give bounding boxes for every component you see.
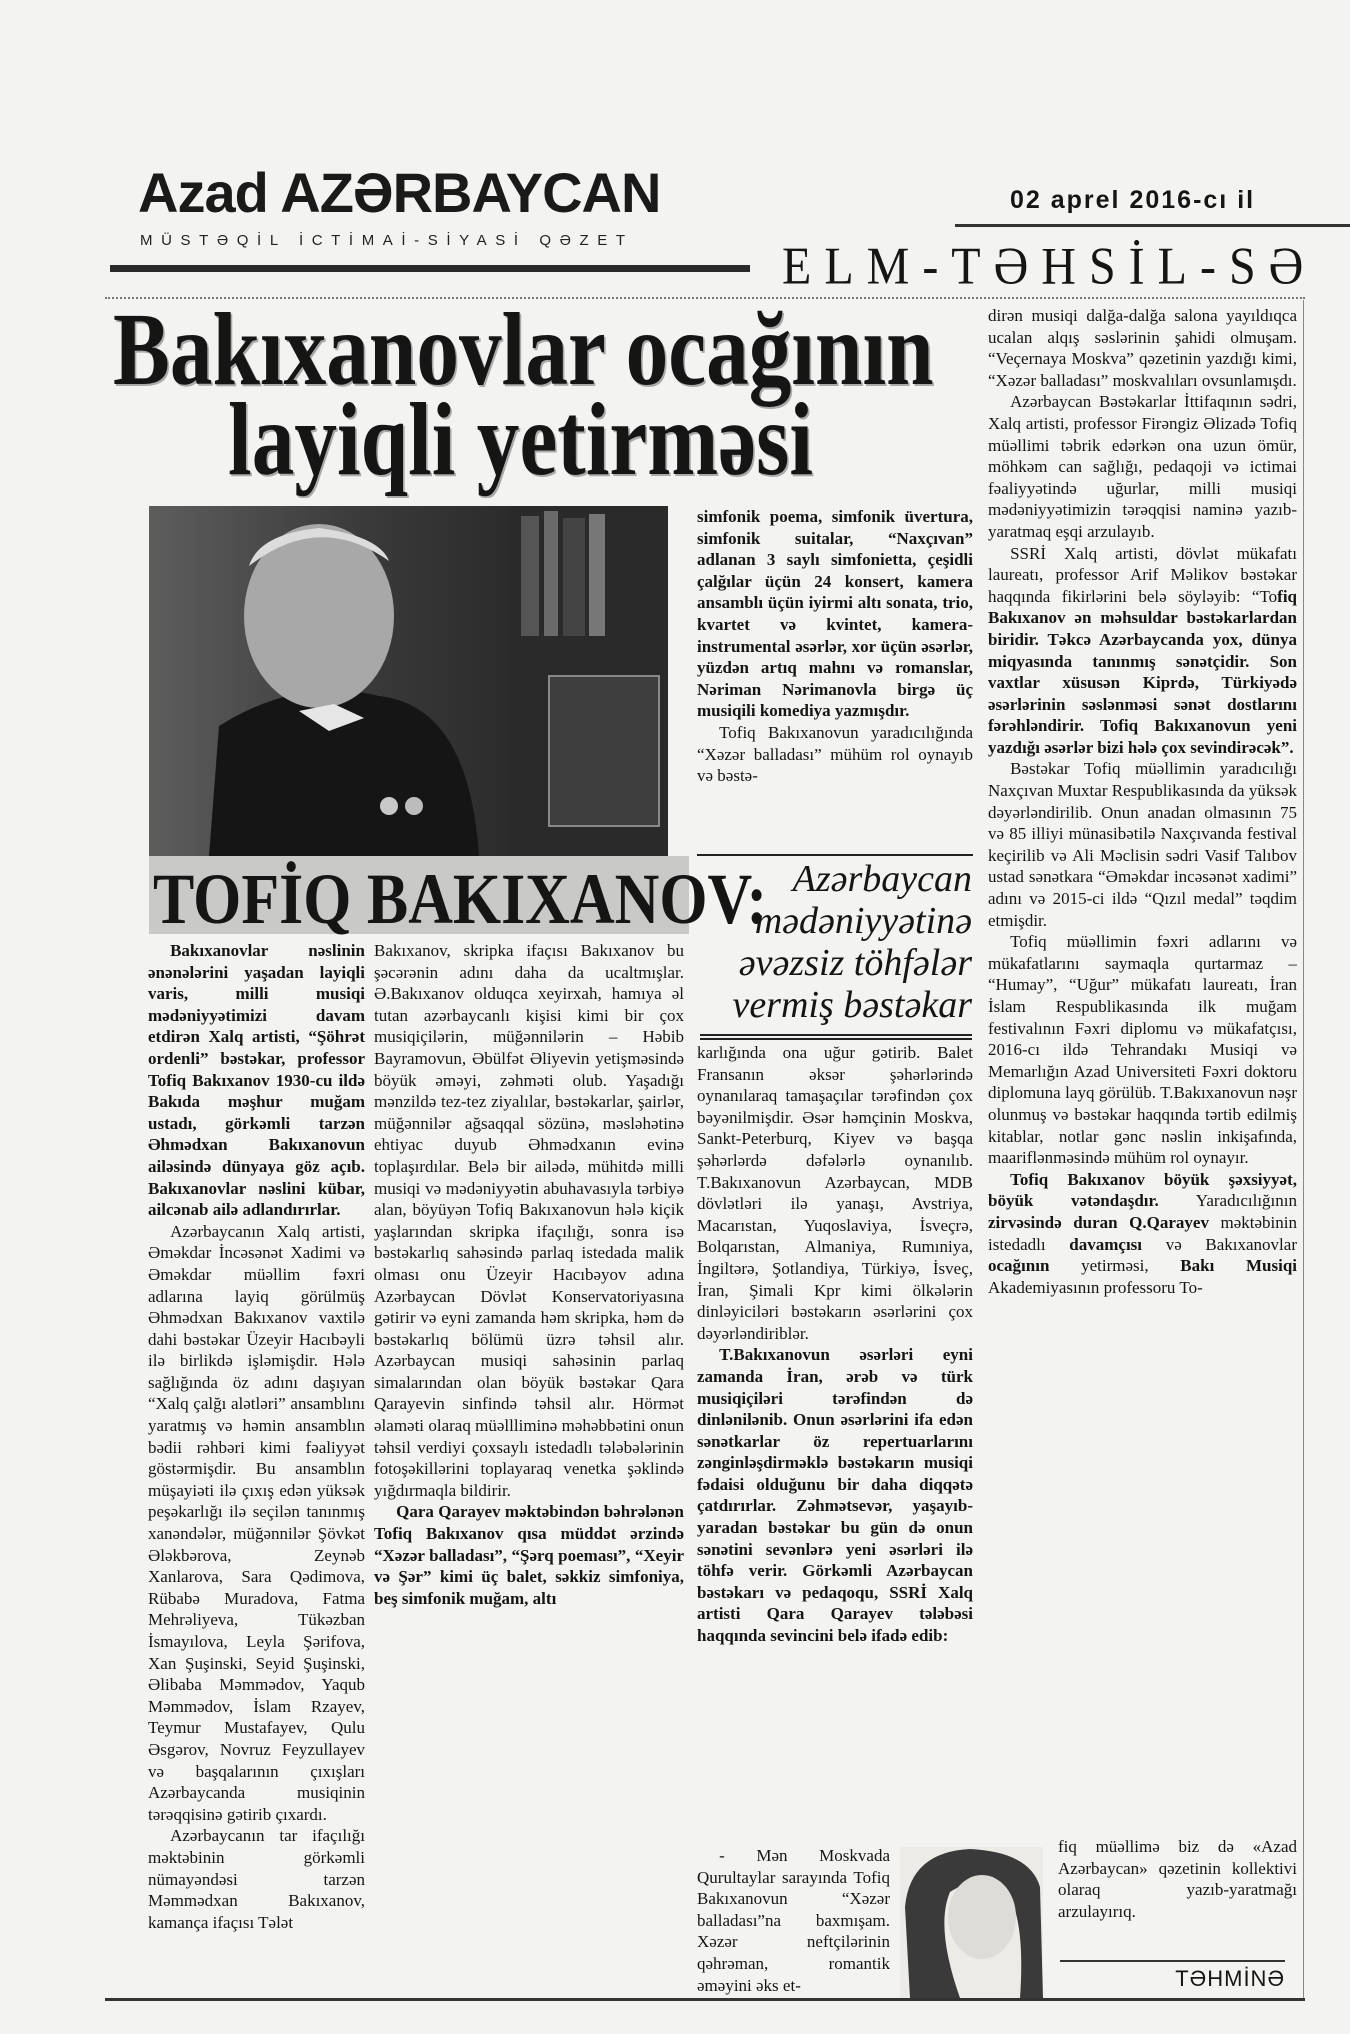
signature-rule [1060, 1960, 1285, 1962]
headline-line-2: layiqli yetirməsi [228, 382, 814, 497]
bold-text: davamçısı [1069, 1234, 1143, 1254]
issue-date: 02 aprel 2016-cı il [1010, 186, 1256, 214]
article-paragraph [988, 1169, 1297, 1299]
bold-text: Tofiq Bakıxanov böyük şəxsiyyət, böyük vətəndaşdır. [988, 1169, 1297, 1211]
subheadline-line: Azərbaycan [792, 858, 972, 900]
subheadline-line: vermiş bəstəkar [732, 984, 972, 1026]
body-text: Akademiyasının professoru To- [988, 1277, 1203, 1297]
masthead-rule [110, 265, 750, 272]
article-paragraph [148, 940, 365, 1221]
body-text: Yaradıcılığının [1158, 1191, 1297, 1211]
article-paragraph [148, 1825, 365, 1933]
article-paragraph [374, 1501, 684, 1609]
body-text: - Mən Moskvada Qurultaylar sarayında Tofiq Bakıxanovun “Xəzər balladası”na baxmışam. Xəzər neftçilərinin qəhrəman, romantik əməyini əks et- [697, 1846, 890, 1995]
article-paragraph [988, 931, 1297, 1169]
newspaper-subtitle: MÜSTƏQİL İCTİMAİ-SİYASİ QƏZET [140, 232, 634, 249]
article-column-4 [988, 305, 1297, 1835]
body-text: Azərbaycanın tar ifaçılığı məktəbinin görkəmli nümayəndəsi tarzən Məmmədxan Bakıxanov, kamança ifaçısı Tələt [148, 1826, 365, 1932]
article-paragraph [697, 1042, 973, 1344]
bottom-rule [105, 1998, 1305, 2001]
subheadline [700, 858, 972, 1026]
bold-text: T.Bakıxanovun əsərləri eyni zamanda İran, ərəb və türk musiqiçiləri tərəfindən də dinlənilənib. Onun əsərlərini ifa edən sənətkarlar öz repertuarlarını zənginləşdirməklə bəstəkarın musiqi fədaisi olduğunu bir daha diqqətə çatdırırlar. Zəhmətsevər, yaşayıb-yaradan bəstəkar bu gün də onun sənətini sevənlərə yeni əsərləri ilə töhfə verir. Görkəmli Azərbaycan bəstəkarı və pedaqoqu, SSRİ Xalq artisti Qara Qarayev tələbəsi haqqında sevincini belə ifadə edib: [697, 1345, 973, 1646]
subheadline-rule [700, 1034, 972, 1040]
author-signature: TƏHMİNƏ [1175, 1966, 1285, 1991]
article-paragraph [988, 543, 1297, 759]
body-text: Bəstəkar Tofiq müəllimin yaradıcılığı Naxçıvan Muxtar Respublikasında da yüksək dəyərləndirilib. Onun anadan olmasının 75 və 85 illiyi münasibətilə Naxçıvanda festival keçirilib və Ali Məclisin sədri Vasif Talıbov ustad sənətkara “Əməkdar incəsənət xadimi” adını və 2015-ci ildə “Qızıl medal” təqdim etmişdir. [988, 759, 1297, 930]
body-text: SSRİ Xalq artisti, dövlət mükafatı laureatı, professor Arif Məlikov bəstəkar haqqında fikirlərini belə söyləyib: “To [988, 543, 1297, 606]
article-column-4-closing [1058, 1836, 1297, 1956]
date-rule [955, 224, 1350, 227]
article-paragraph [1058, 1836, 1297, 1922]
body-text: Azərbaycan Bəstəkarlar İttifaqının sədri, Xalq artisti, professor Firəngiz Əlizadə Tofiq müəllimi təbrik edərkən ona uzun ömür, möhkəm can sağlığı, pedaqoji və ictimai fəaliyyətində uğurlar, milli musiqi mədəniyyətimizin tərəqqisi naminə yazıb-yaratmaq eşqi arzulayıb. [988, 392, 1297, 541]
body-text: Tofiq müəllimin fəxri adlarını və mükafatlarını saymaqla qurtarmaz – “Humay”, “Uğur” mükafatı laureatı, İran İslam Respublikasında ilk muğam festivalının Fəxri diplomu və mükafatçısı, 2016-cı ildə Tehrandakı Musiqi və Memarlığın Azad Universiteti Fəxri doktoru diplomuna layq görülüb. T.Bakıxanovun nəşr olunmuş və bəstəkar haqqında tərtib edilmiş kitablar, notlar gənc nəslin inkişafında, maariflənməsində mühüm rol oynayır. [988, 932, 1297, 1168]
bold-text: Bakıxanovlar nəslinin ənənələrini yaşadan layiqli varis, milli musiqi mədəniyyətimizi davam etdirən Xalq artisti, “Şöhrət ordenli” bəstəkar, professor Tofiq Bakıxanov 1930-cu ildə Bakıda məşhur muğam ustadı, görkəmli tarzən Əhmədxan Bakıxanovun ailəsində dünyaya göz açıb. Bakıxanovlar nəslini kübar, ailcənab ailə adlandırırlar. [148, 941, 365, 1220]
bold-text: Qara Qarayev məktəbindən bəhrələnən Tofiq Bakıxanov qısa müddət ərzində “Xəzər balladası”, “Şərq poeması”, “Xeyir və Şər” kimi üç balet, səkkiz simfoniya, beş simfonik muğam, altı [374, 1502, 684, 1608]
article-column-3 [697, 1042, 973, 1842]
article-paragraph [697, 1845, 890, 1995]
column-divider [1303, 300, 1304, 2000]
article-paragraph [697, 506, 973, 722]
headline-line-1: Bakıxanovlar ocağının [113, 292, 934, 407]
article-paragraph [988, 305, 1297, 391]
bold-text: ocağının [988, 1256, 1050, 1276]
bold-text: zirvəsində duran Q.Qarayev [988, 1212, 1209, 1232]
body-text: Bakıxanov, skripka ifaçısı Bakıxanov bu şəcərənin adını daha da ucaltmışlar. Ə.Bakıxanov olduqca xeyirxah, hamıya əl tutan azərbaycanlı kişisi kimi bir çox musiqiçilərin, müğənnilərin – Həbib Bayramovun, Əbülfət Əliyevin yetişməsində böyük əməyi, zəhməti olub. Yaşadığı mənzildə tez-tez ziyalılar, bəstəkarlar, şairlər, müğənnilər ağsaqqal sözünə, məsləhətinə ehtiyac duyub Əhmədxanın evinə toplaşırdılar. Belə bir ailədə, mühitdə milli musiqi və mədəniyyətin abuhavasıyla tərbiyə alan, böyüyən Tofiq Bakıxanovun hələ kiçik yaşlarından skripka ifaçılığı, sonra isə bəstəkarlıq sahəsində parlaq istedada malik olması onu Üzeyir Hacıbəyov adına Azərbaycan Dövlət Konservatoriyasına gətirir və eyni zamanda həm skripka, həm də bəstəkarlıq bölümü üzrə təhsil alır. Azərbaycan musiqi sahəsinin parlaq simalarından olan böyük bəstəkar Qara Qarayevin sinfində təhsil alır. Hörmət əlaməti olaraq müəllliminə məhəbbətini onun təhsil verdiyi çoxsaylı istedadlı tələbələrinin fotoşəkillərini toplayaraq venetka şəklində yığdırmaqla bildirir. [374, 941, 684, 1500]
article-paragraph [988, 391, 1297, 542]
subheadline-line: əvəzsiz töhfələr [738, 942, 972, 984]
article-column-2 [374, 940, 684, 1995]
bold-text: fiq Bakıxanov ən məhsuldar bəstəkarlardan biridir. Təkcə Azərbaycanda yox, dünya miqyasında tanınmış sənətçidir. Son vaxtlar xüsusən Kiprdə, Türkiyədə əsərlərinin səslənməsi sənət dostlarını fərəhləndirir. Tofiq Bakıxanovun yeni yazdığı əsərlər bizi hələ çox sevindirəcək”. [988, 586, 1297, 757]
section-title: ELM-TƏHSİL-SƏ [782, 237, 1317, 296]
column-rule [697, 854, 973, 856]
body-text: və Bakıxanovlar [1142, 1234, 1297, 1254]
article-column-1 [148, 940, 365, 1995]
article-paragraph [374, 940, 684, 1501]
article-paragraph [697, 722, 973, 787]
bold-text: Bakı Musiqi [1180, 1256, 1297, 1276]
body-text: karlığında ona uğur gətirib. Balet Fransanın əksər şəhərlərində oynanılaraq tamaşaçılar tərəfindən çox bəyənilmişdir. Əsər həmçinin Moskva, Sankt-Peterburq, Kiyev və başqa şəhərlərdə dəfələrlə oynanılıb. T.Bakıxanovun Azərbaycan, MDB dövlətləri ilə yanaşı, Avstriya, Macarıstan, Yuqoslaviya, İsveçrə, Bolqarıstan, Almaniya, Rumıniya, İngiltərə, Şotlandiya, Türkiyə, İsveç, İran, Şimali Kpr kimi ölkələrin dinləyiciləri bəstəkarın əsərlərini çox dəyərləndiriblər. [697, 1043, 973, 1343]
body-text: fiq müəllimə biz də «Azad Azərbaycan» qəzetinin kollektivi olaraq yazıb-yaratmağı arzulayırıq. [1058, 1837, 1297, 1921]
body-text: Tofiq Bakıxanovun yaradıcılığında “Xəzər balladası” mühüm rol oynayıb və bəstə- [697, 722, 973, 786]
body-text: dirən musiqi dalğa-dalğa salona yayıldıqca ucalan alqış səslərinin şahidi olmuşam. “Veçernaya Moskva” qəzetinin yazdığı kimi, “Xəzər balladası” moskvalıları ovsunlamışdı. [988, 306, 1297, 390]
bold-text: simfonik poema, simfonik üvertura, simfonik suitalar, “Naxçıvan” adlanan 3 saylı simfonietta, çeşidli çalğılar üçün 24 konsert, kamera ansamblı üçün iyirmi altı sonata, trio, kvartet və kvintet, kamera-instrumental əsərlər, xor üçün əsərlər, yüzdən artıq mahnı və romanslar, Nəriman Nərimanovla birgə üç musiqili komediya yazmışdır. [697, 507, 973, 721]
name-banner-text: TOFİQ BAKIXANOV: [153, 859, 768, 939]
body-text: məktəbinin istedadlı [988, 1212, 1297, 1254]
article-paragraph [148, 1221, 365, 1826]
author-photo [900, 1847, 1043, 1998]
article-paragraph [697, 1344, 973, 1646]
newspaper-masthead: Azad AZƏRBAYCAN [138, 161, 661, 224]
body-text: Azərbaycanın Xalq artisti, Əməkdar İncəsənət Xadimi və Əməkdar müəllim fəxri adlarına layiq görülmüş Əhmədxan Bakıxanov vaxtilə dahi bəstəkar Üzeyir Hacıbəyli ilə birlikdə işləmişdir. Hələ sağlığında öz adını daşıyan “Xalq çalğı alətləri” ansamblını yaratmış və həmin ansamblın bədii rəhbəri kimi fəaliyyət göstərmişdir. Bu ansamblın müşayiəti ilə çıxış edən yüksək peşəkarlığı ilə seçilən tanınmış xanəndələr, müğənnilər Şövkət Ələkbərova, Zeynəb Xanlarova, Sara Qədimova, Rübabə Muradova, Fatma Mehrəliyeva, Tükəzban İsmayılova, Leyla Şərifova, Xan Şuşinski, Seyid Şuşinski, Əlibaba Məmmədov, Yaqub Məmmədov, İslam Rzayev, Teymur Mustafayev, Qulu Əsgərov, Novruz Feyzullayev və başqalarının çıxışları Azərbaycanda musiqinin tərəqqisinə gətirib çıxardı. [148, 1221, 365, 1824]
article-column-3-quote [697, 1845, 890, 1995]
body-text: yetirməsi, [1049, 1256, 1181, 1276]
article-paragraph [988, 758, 1297, 931]
portrait-photo-tofiq-bakixanov [149, 506, 668, 856]
article-column-3-top [697, 506, 973, 852]
subheadline-line: mədəniyyətinə [754, 900, 972, 942]
